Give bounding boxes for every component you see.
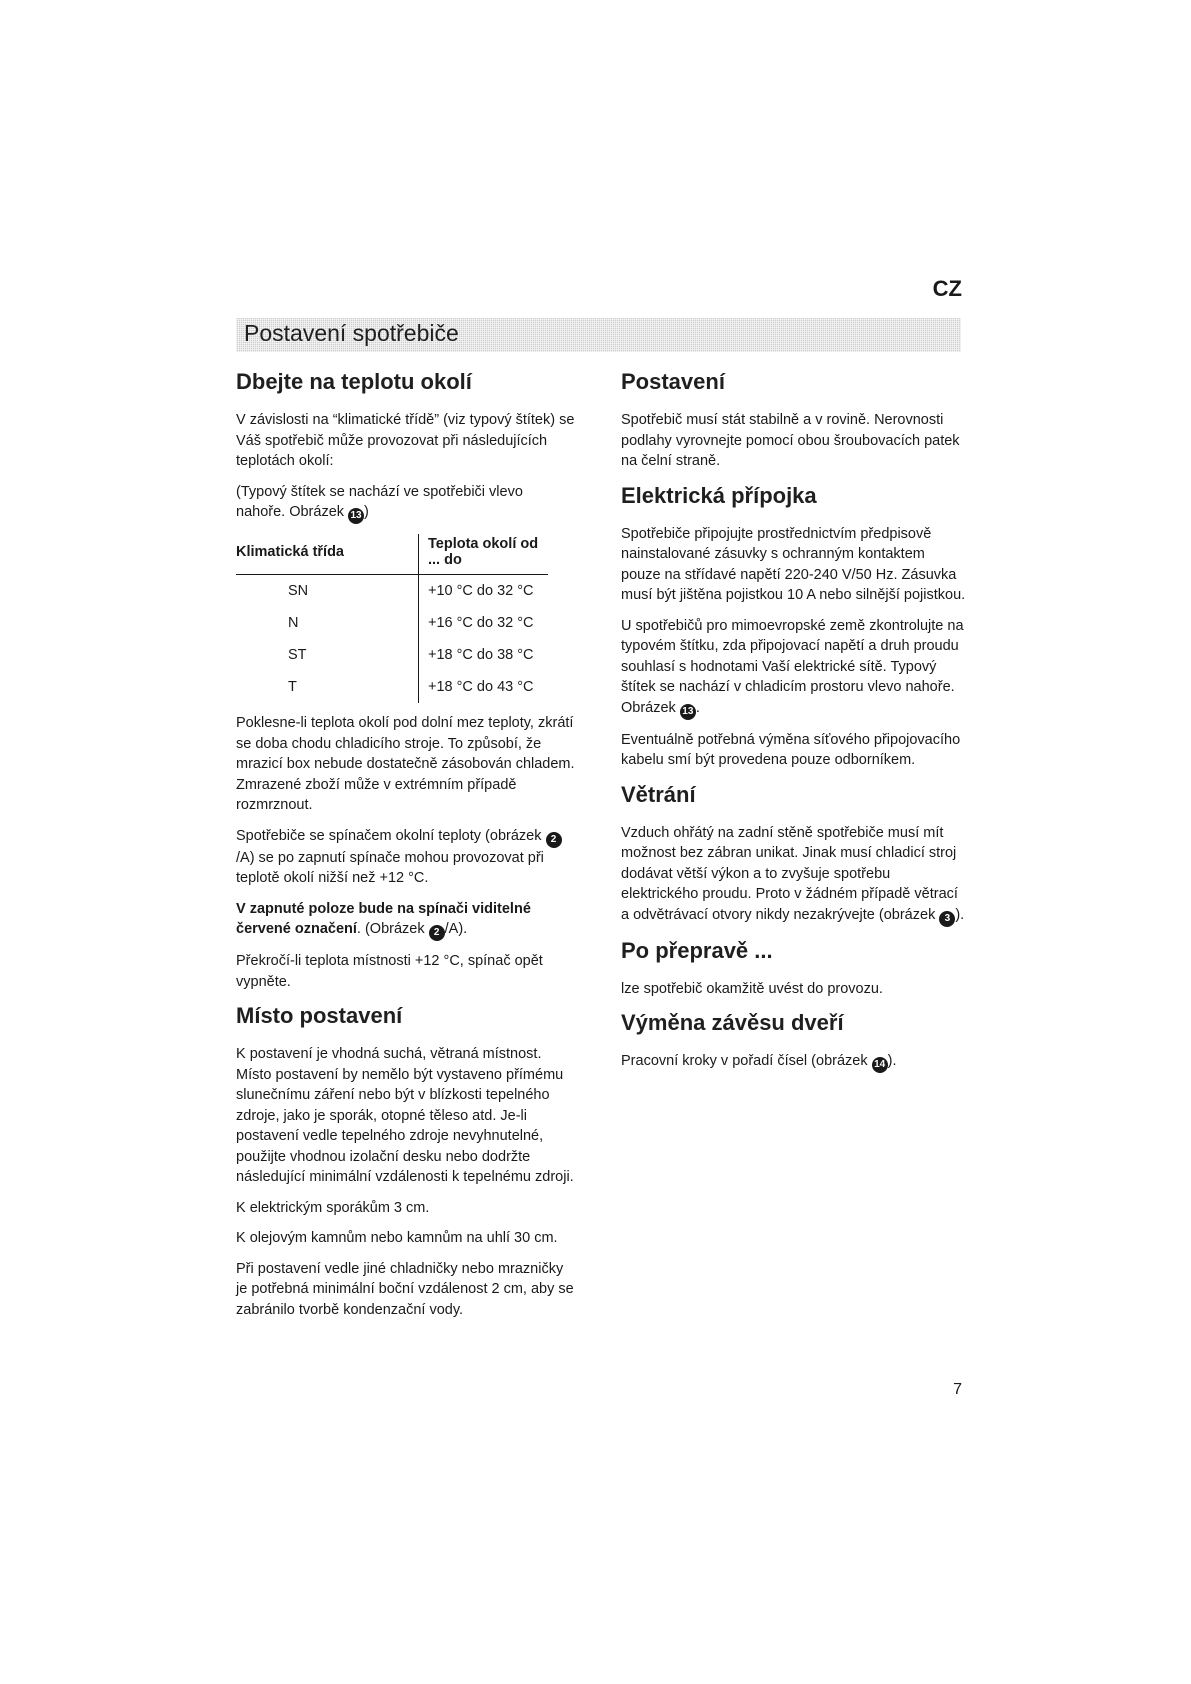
- table-cell-class: T: [288, 679, 297, 695]
- section-banner: [236, 318, 961, 352]
- page-number: 7: [953, 1381, 962, 1398]
- banner-title: Postavení spotřebiče: [244, 320, 459, 346]
- figure-ref-13: 13: [680, 704, 696, 720]
- figure-ref-3: 3: [939, 911, 955, 927]
- paragraph-side-clearance: Při postavení vedle jiné chladničky nebo mrazničky je potřebná minimální boční vzdálenost 2 cm, aby se zabránilo tvorbě kondenzační vody.: [236, 1260, 574, 1318]
- table-cell-range: +10 °C do 32 °C: [419, 575, 549, 608]
- figure-ref-2: 2: [429, 925, 445, 941]
- figure-ref-14: 14: [872, 1057, 888, 1073]
- climate-class-table: [236, 534, 548, 703]
- paragraph-low-temperature-warning: Poklesne-li teplota okolí pod dolní mez teploty, zkrátí se doba chodu chladicího stroje. To způsobí, že mrazicí box nebude dostatečně zásobován chladem. Zmrazené zboží může v extrémním případě rozmrznout.: [236, 715, 575, 813]
- table-cell-class: SN: [288, 583, 309, 599]
- language-code: CZ: [932, 276, 962, 301]
- paragraph-ventilation: Vzduch ohřátý na zadní stěně spotřebiče musí mít možnost bez zábran unikat. Jinak musí chladicí stroj dodávat větší výkon a to zvyšuje spotřebu elektrického proudu. Proto v žádném případě větrací a odvětrávací otvory nikdy nezakrývejte (obrázek 3 ).: [621, 823, 966, 927]
- heading-electrical-connection: Elektrická přípojka: [621, 482, 817, 508]
- table-cell-range: +18 °C do 38 °C: [419, 639, 549, 671]
- paragraph-climate-class-intro: V závislosti na “klimatické třídě” (viz typový štítek) se Váš spotřebič může provozovat při následujících teplotách okolí:: [236, 412, 575, 469]
- heading-ambient-temperature: Dbejte na teplotu okolí: [236, 369, 472, 394]
- paragraph-oil-stove-distance: K olejovým kamnům nebo kamnům na uhlí 30 cm.: [236, 1230, 558, 1246]
- table-row: [236, 607, 548, 639]
- heading-installation: Postavení: [621, 369, 725, 394]
- paragraph-switch-red-marking: V zapnuté poloze bude na spínači viditelné červené označení. (Obrázek 2 /A).: [236, 899, 576, 942]
- paragraph-rating-plate-location: (Typový štítek se nachází ve spotřebiči vlevo nahoře. Obrázek 13 ): [236, 482, 576, 525]
- paragraph-ambient-switch: Spotřebiče se spínačem okolní teploty (obrázek 2/A) se po zapnutí spínače mohou provozovat při teplotě okolí nižší než +12 °C.: [236, 826, 576, 889]
- heading-after-transport: Po přepravě ...: [621, 937, 773, 963]
- table-header-class: Klimatická třída: [236, 534, 419, 575]
- figure-ref-13: 13: [348, 508, 364, 524]
- paragraph-switch-off: Překročí-li teplota místnosti +12 °C, spínač opět vypněte.: [236, 953, 543, 990]
- right-column: [621, 368, 966, 1083]
- paragraph-socket-requirements: Spotřebiče připojujte prostřednictvím předpisově nainstalované zásuvky s ochranným kontaktem pouze na střídavé napětí 220-240 V/50 Hz. Zásuvka musí být jištěna pojistkou 10 A nebo silnější pojistkou.: [621, 525, 966, 603]
- table-cell-range: +18 °C do 43 °C: [419, 671, 549, 703]
- paragraph-door-hinge-steps: Pracovní kroky v pořadí čísel (obrázek 14 ).: [621, 1051, 966, 1073]
- table-header-temperature: Teplota okolí od ... do: [419, 534, 549, 575]
- heading-door-hinge-change: Výměna závěsu dveří: [621, 1010, 844, 1035]
- table-cell-range: +16 °C do 32 °C: [419, 607, 549, 639]
- table-row: [236, 575, 548, 608]
- paragraph-cable-replacement: Eventuálně potřebná výměna síťového připojovacího kabelu smí být provedena pouze odborníkem.: [621, 731, 961, 768]
- paragraph-location-requirements: K postavení je vhodná suchá, větraná místnost. Místo postavení by nemělo být vystaveno přímému slunečnímu záření nebo být v blízkosti tepelného zdroje, jako je sporák, otopné těleso atd. Je-li postavení vedle tepelného zdroje nevyhnutelné, použijte vhodnou izolační desku nebo dodržte následující minimální vzdálenosti k tepelnému zdroji.: [236, 1046, 574, 1185]
- table-row: [236, 639, 548, 671]
- figure-ref-2: 2: [546, 832, 562, 848]
- paragraph-level-appliance: Spotřebič musí stát stabilně a v rovině. Nerovnosti podlahy vyrovnejte pomocí obou šroubovacích patek na čelní straně.: [621, 412, 960, 469]
- table-cell-class: ST: [288, 647, 307, 663]
- left-column: [236, 368, 576, 1330]
- heading-installation-location: Místo postavení: [236, 1003, 403, 1028]
- paragraph-non-european-countries: U spotřebičů pro mimoevropské země zkontrolujte na typovém štítku, zda připojovací napětí a druh proudu souhlasí s hodnotami Vaší elektrické sítě. Typový štítek se nachází v chladicím prostoru vlevo nahoře. Obrázek 13 .: [621, 616, 966, 720]
- heading-ventilation: Větrání: [621, 781, 696, 807]
- paragraph-electric-cooker-distance: K elektrickým sporákům 3 cm.: [236, 1199, 430, 1216]
- table-cell-class: N: [288, 615, 299, 631]
- table-row: [236, 671, 548, 703]
- paragraph-after-transport: lze spotřebič okamžitě uvést do provozu.: [621, 980, 883, 997]
